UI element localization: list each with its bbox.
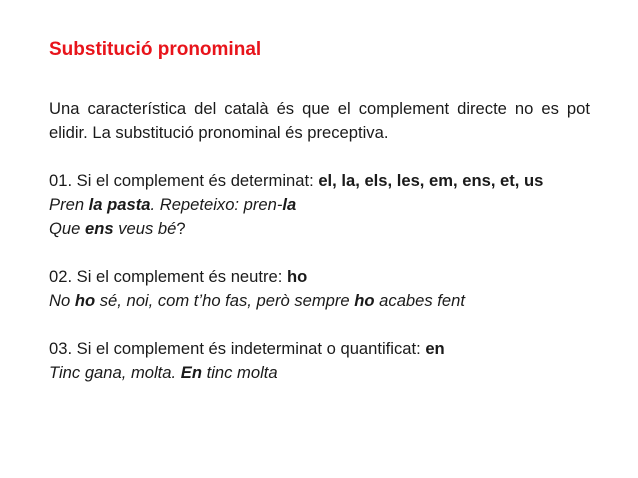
rule-3-pronoun: en xyxy=(425,339,445,358)
example-highlight: ho xyxy=(354,291,375,310)
slide-title: Substitució pronominal xyxy=(49,39,262,60)
example-text: sé, noi, com t’ho fas, però sempre xyxy=(95,291,355,310)
example-highlight: En xyxy=(180,363,202,382)
example-text: Pren xyxy=(49,195,89,214)
example-text: ? xyxy=(176,219,186,238)
rule-3-lead: 03. Si el complement és indeterminat o quantificat: xyxy=(49,339,426,358)
rule-2-statement xyxy=(49,265,590,289)
spacer xyxy=(49,241,590,265)
slide-body xyxy=(49,97,590,385)
example-text: tinc molta xyxy=(201,363,278,382)
rule-2-example xyxy=(49,289,590,313)
example-text: acabes fent xyxy=(374,291,465,310)
example-text: No xyxy=(49,291,75,310)
example-highlight: ens xyxy=(84,219,114,238)
rule-1-lead: 01. Si el complement és determinat: xyxy=(49,171,319,190)
spacer xyxy=(49,145,590,169)
example-text: Tinc gana, molta. xyxy=(49,363,181,382)
example-text: . Repeteixo: pren- xyxy=(150,195,283,214)
spacer xyxy=(49,313,590,337)
rule-2-pronoun: ho xyxy=(286,267,308,286)
example-highlight: la xyxy=(282,195,297,214)
rule-3-example xyxy=(49,361,590,385)
rule-2-lead: 02. Si el complement és neutre: xyxy=(49,267,287,286)
rule-1-statement xyxy=(49,169,590,193)
rule-3-statement xyxy=(49,337,590,361)
example-highlight: ho xyxy=(74,291,96,310)
rule-1-example-2 xyxy=(49,217,590,241)
example-highlight: la pasta xyxy=(88,195,151,214)
example-text: Que xyxy=(49,219,85,238)
intro-paragraph: Una característica del català és que el complement directe no es pot elidir. La substitució pronominal és preceptiva. xyxy=(49,99,590,142)
rule-1-pronouns: el, la, els, les, em, ens, et, us xyxy=(318,171,544,190)
example-text: veus bé xyxy=(113,219,177,238)
rule-1-example-1 xyxy=(49,193,590,217)
